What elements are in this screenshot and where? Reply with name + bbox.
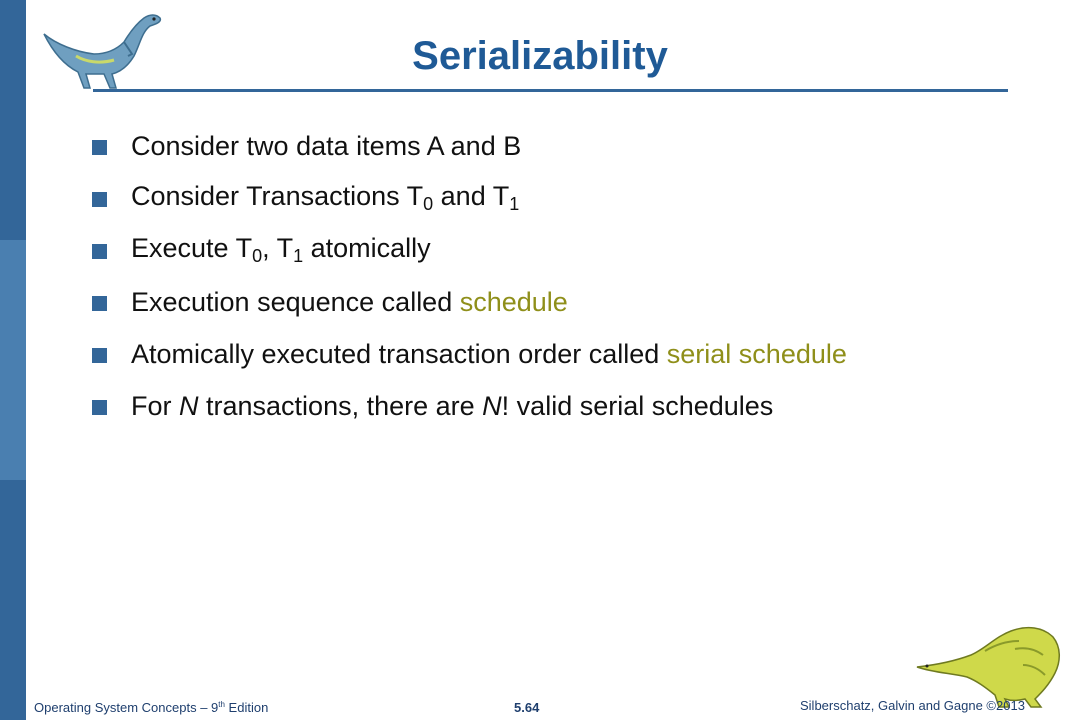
- left-bar-segment: [0, 240, 26, 480]
- bullet-item: [92, 380, 847, 432]
- footer-book-title: Operating System Concepts – 9th Edition: [34, 700, 269, 715]
- bullet-square-icon: [92, 140, 107, 155]
- bullet-text: Execution sequence called schedule: [131, 286, 568, 317]
- highlighted-term: schedule: [459, 286, 568, 317]
- bullet-item: [92, 276, 847, 328]
- bullet-square-icon: [92, 244, 107, 259]
- bullet-list: [92, 120, 847, 432]
- bullet-text: Consider Transactions $T_0$ and $T_1$: [131, 181, 520, 214]
- title-underline: [93, 89, 1008, 92]
- bullet-square-icon: [92, 296, 107, 311]
- bullet-text: Consider two data items A and B: [131, 130, 522, 161]
- bullet-item: [92, 172, 847, 224]
- bullet-square-icon: [92, 400, 107, 415]
- slide-title-text: Serializability: [412, 34, 668, 78]
- left-sidebar-bar: [0, 0, 26, 720]
- bullet-text: Execute $T_0$, $T_1$ atomically: [131, 233, 431, 266]
- footer-authors: Silberschatz, Galvin and Gagne ©2013: [800, 698, 1025, 713]
- bullet-square-icon: [92, 348, 107, 363]
- footer-page-number: 5.64: [514, 700, 540, 715]
- bullet-item: [92, 120, 847, 172]
- bullet-square-icon: [92, 192, 107, 207]
- slide-title: [0, 34, 1080, 79]
- bullet-text: Atomically executed transaction order called serial schedule: [131, 338, 847, 369]
- dinosaur-bottom-icon: [915, 615, 1065, 710]
- left-bar-segment: [0, 480, 26, 720]
- bullet-text: For N transactions, there are N! valid serial schedules: [131, 390, 774, 421]
- highlighted-term: serial schedule: [666, 338, 847, 369]
- bullet-item: [92, 328, 847, 380]
- bullet-item: [92, 224, 847, 276]
